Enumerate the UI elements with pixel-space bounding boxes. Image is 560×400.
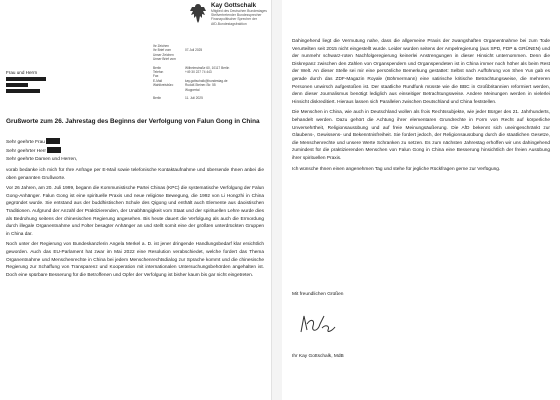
sender-role: Finanzpolitischer Sprecher der — [211, 17, 257, 22]
handwritten-signature — [298, 310, 338, 340]
letter-body-part-2 — [292, 38, 550, 176]
body-paragraph: Noch unter der Regierung von Bundeskanzlerin Angela Merkel a. D. ist jener dringende Handlungsbedarf klar ersichtlich geworden. Auch das EU-Parlament hat zwar im Mai 2022 eine Resolution verabschiedet, welche fordert das Thema Organentnahme und Menschenrechte in China bei jedem Menschenrechtsdialog zur Sprache kommt und die chinesische Regierung zur Schaffung von Transparenz und Kooperation mit internationalen Untersuchungsbehörden angehalten ist. Doch eine spürbare Besserung für die Betroffenen und Opfer der Verfolgung ist bisher kaum bis gar nicht eingetreten. — [6, 242, 264, 278]
sender-block — [211, 2, 271, 26]
redaction-bar — [6, 77, 46, 81]
body-paragraph: Vor 26 Jahren, am 20. Juli 1999, begann die Kommunistische Partei Chinas (KPC) die systematische Verfolgung der Falun Gong-Anhänger. Falun Gong ist eine spirituelle Praxis und neue religiöse Bewegung, die 1992 von Li Hongzhi in China gegründet wurde. Sie entstand aus der buddhistischen Schule des Qigong und enthält auch Elemente aus daoistischen Traditionen. Aufgrund der Anzahl der Praktizierenden, der Unabhängigkeit vom Staat und der spirituellen Lehre wurde dies als Bedrohung seitens der chinesischen Regierung angesehen. Bis heute dauert die Verfolgung als auch die Ermordung durch illegale Organentnahme und Folter besagter Anhänger an und stellt somit eine der größten unterdrückten Gruppen in China dar. — [6, 186, 264, 237]
meta-row: Unser Zeichen — [153, 52, 174, 57]
meta-row: Unser Brief vom — [153, 57, 176, 62]
letter-subject: Grußworte zum 26. Jahrestag des Beginns der Verfolgung von Falun Gong in China — [6, 118, 260, 125]
recipient-line: Frau und Herrn — [6, 70, 38, 75]
letter-body-part-1 — [6, 167, 264, 282]
salutation-line: Sehr geehrte Frau — [6, 138, 77, 147]
redaction-bar — [47, 147, 61, 153]
sender-role: Mitglied des Deutschen Bundestages — [211, 9, 267, 13]
body-paragraph: vorab bedanke ich mich für Ihre Anfrage per E-Mail sowie telefonische Kontaktaufnahme und übersende Ihnen anbei die oben genannten Grußworte. — [6, 168, 264, 181]
signer-name: Ihr Kay Gottschalk, MdB — [292, 354, 344, 359]
sender-name: Kay Gottschalk — [211, 2, 257, 9]
body-paragraph: Die Menschen in China, wie auch in Deutschland wollen als frois Rechtssubjekte, wie jeder Bürger des 21. Jahrhunderts, behandelt werden. Dazu gehört die Achtung ihrer elementaren Grundrechte in Form von Recht auf körperliche Unversehrtheit, Religionsausübung und auf freie Meinungsäußerung. Die AfD bekennt sich uneingeschränkt zur Glaubens-, Gewissens- und Bekenntnisfreiheit. Sie fordert jedoch, der Religionsausübung durch die staatlichen Gesetze, die Menschenrechte und unsere Werte Schranken zu setzen. Es zum nächsten Jahrestag erhoffen wir uns dahingehend zumindest für die praktizierenden Menschen von Falun Gong in China eine Besserung hinsichtlich der freien Ausübung ihrer spirituellen Praxis. — [292, 110, 550, 161]
meta-row: Ihr Zeichen — [153, 44, 169, 48]
meta-row: Wuppertal — [185, 87, 200, 92]
meta-row: Berlin 11. Juli 2025 — [153, 96, 203, 101]
redaction-bar — [6, 89, 40, 93]
meta-row: Telefon +49 30 227 74 443 — [153, 70, 212, 75]
sender-role: Stellvertretender Bundessprecher — [211, 13, 262, 18]
salutation-line: Sehr geehrte Damen und Herren, — [6, 157, 78, 163]
body-paragraph: Ich wünsche Ihnen einen angenehmen Tag und stehe für jegliche Rückfragen gerne zur Verfügung. — [292, 166, 501, 172]
letter-page-1 — [0, 0, 272, 400]
recipient-address — [6, 70, 66, 95]
closing-line: Mit freundlichen Grüßen — [292, 292, 344, 297]
meta-row: Berlin Wilhelmstraße 60, 10117 Berlin — [153, 65, 230, 70]
salutation-line: Sehr geehrter Herr — [6, 147, 77, 156]
redaction-bar — [6, 83, 28, 87]
body-paragraph: Dahingehend liegt die Vermutung nahe, dass die allgemeine Praxis der zwangshaften Organentnahme bei zum Tode Verurteilten seit 2015 nicht eingestellt wurde. Leider wurden seitens der Ampelregierung (aus SPD, FDP & GRÜNEN) und der nunmehr schwarz-roten Nachfolgeregierung keinerlei Anstrengungen in dieser Hinsicht unternommen. Denn die Diskrepanz zwischen den Zahlen von Organspendern und Organspendeten ist in China immer noch höher als beim Rest der Welt. An dieser Stelle sei mir eine persönliche Bemerkung gestattet: Selbst nach Aufführung von Shen Yun gab es gerade durch das ZDF-Magazin Royale (Böhmermann) eine satirische kritische Betrachtungsweise, die mehreren Personen unwirsch aufgestoßen ist. Der staatliche Rundfunk müsste wie die BBC in Großbritannien reformiert werden, denn dieser Journalismus benötigt lediglich aus einseitiger Betrachtungsweise. Andere Meinungen werden in vielerlei Hinsicht diskreditiert. Hieraus lassen sich Parallelen zwischen Deutschland und China feststellen. — [292, 39, 550, 105]
sender-role: AfD-Bundestagsfraktion — [211, 21, 247, 26]
salutation — [6, 138, 77, 165]
meta-row: Ihr Brief vom 07.Juli 2025 — [153, 48, 203, 53]
meta-row: Wahlkreisbüro Rudolf-Steiner-Str. 55 — [153, 83, 216, 88]
redaction-bar — [46, 138, 60, 144]
meta-row: E-Mail kay.gottschalk@bundestag.de — [153, 78, 228, 83]
letter-page-2 — [282, 0, 560, 400]
meta-row: Fax — [153, 74, 159, 79]
letter-meta — [153, 44, 265, 100]
bundestag-eagle-logo — [189, 2, 207, 24]
